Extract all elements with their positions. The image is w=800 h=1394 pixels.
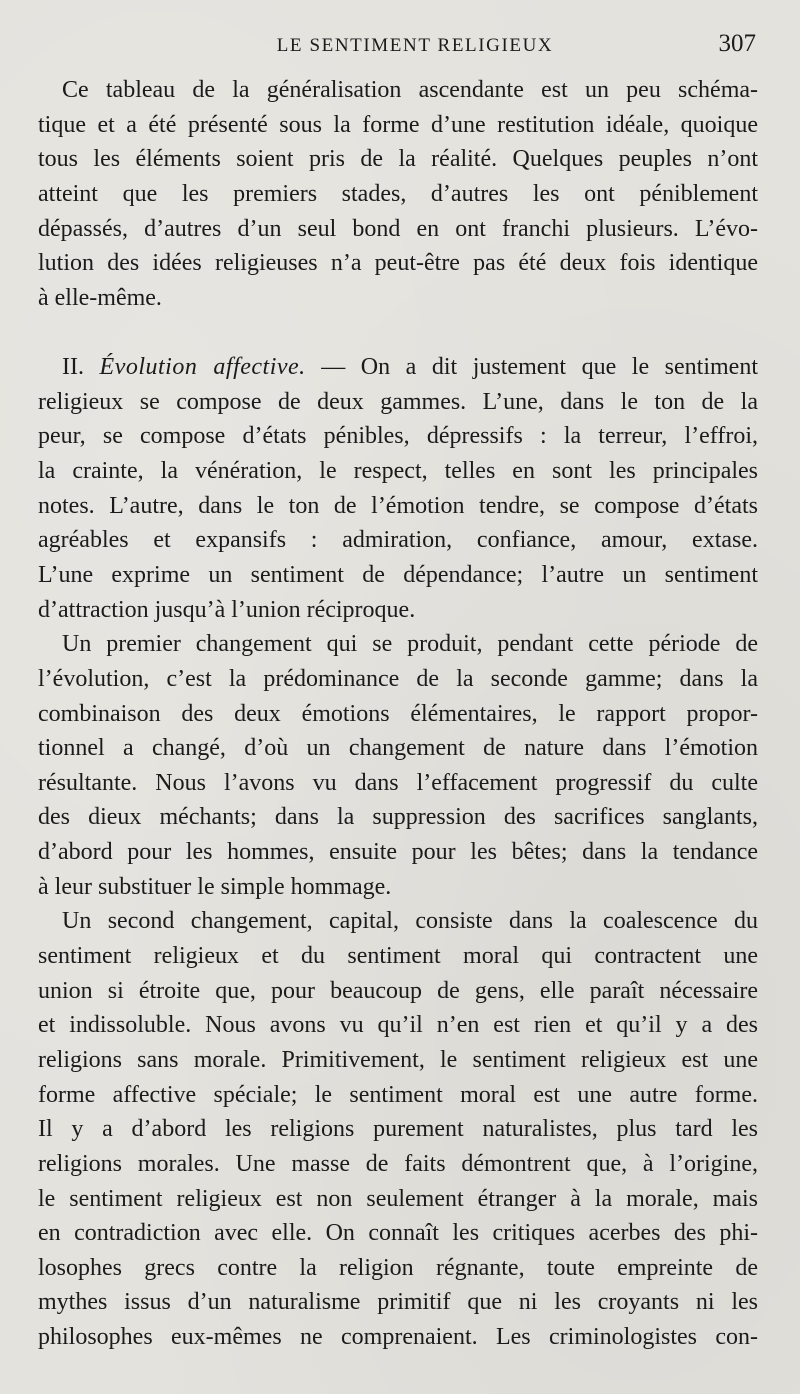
- text-line: religions sans morale. Primitivement, le sentiment religieux est une: [38, 1046, 758, 1073]
- section-break: [38, 315, 758, 350]
- text-line: et indissoluble. Nous avons vu qu’il n’en est rien et qu’il y a des: [38, 1012, 758, 1039]
- text-line: lution des idées religieuses n’a peut-être pas été deux fois identique: [38, 250, 758, 277]
- body-text: [38, 73, 758, 1355]
- page-header: [0, 30, 800, 70]
- text-line: religieux se compose de deux gammes. L’une, dans le ton de la: [38, 388, 758, 415]
- text-line: forme affective spéciale; le sentiment moral est une autre forme.: [38, 1081, 758, 1108]
- section-number: II.: [62, 354, 84, 381]
- text-line: notes. L’autre, dans le ton de l’émotion tendre, se compose d’états: [38, 492, 758, 519]
- text-line: d’abord pour les hommes, ensuite pour les bêtes; dans la tendance: [38, 839, 758, 866]
- text-line: à leur substituer le simple hommage.: [38, 873, 392, 900]
- text-line: l’évolution, c’est la prédominance de la seconde gamme; dans la: [38, 665, 758, 692]
- text-line: Ce tableau de la généralisation ascendante est un peu schéma-: [62, 77, 758, 103]
- text-line: tionnel a changé, d’où un changement de nature dans l’émotion: [38, 735, 758, 762]
- text-line: combinaison des deux émotions élémentaires, le rapport propor-: [38, 700, 758, 727]
- text-line: philosophes eux-mêmes ne comprenaient. Les criminologistes con-: [38, 1324, 758, 1351]
- text-line: Il y a d’abord les religions purement naturalistes, plus tard les: [38, 1116, 758, 1143]
- text-line: en contradiction avec elle. On connaît les critiques acerbes des phi-: [38, 1220, 758, 1247]
- text-line: Un premier changement qui se produit, pendant cette période de: [62, 631, 758, 658]
- text-line: L’une exprime un sentiment de dépendance; l’autre un sentiment: [38, 561, 758, 588]
- text-line: mythes issus d’un naturalisme primitif que ni les croyants ni les: [38, 1289, 758, 1316]
- text-line: losophes grecs contre la religion régnante, toute empreinte de: [38, 1254, 758, 1281]
- text-line: religions morales. Une masse de faits démontrent que, à l’origine,: [38, 1150, 758, 1177]
- page-number: 307: [718, 30, 756, 57]
- text-line: dépassés, d’autres d’un seul bond en ont franchi plusieurs. L’évo-: [38, 215, 758, 242]
- running-head: LE SENTIMENT RELIGIEUX: [276, 35, 554, 56]
- text-line: tique et a été présenté sous la forme d’une restitution idéale, quoique: [38, 111, 758, 138]
- text-line: union si étroite que, pour beaucoup de gens, elle paraît nécessaire: [38, 977, 758, 1004]
- text-line: tous les éléments soient pris de la réalité. Quelques peuples n’ont: [38, 146, 758, 173]
- section-title: Évolution affective.: [99, 354, 306, 381]
- text-line: des dieux méchants; dans la suppression des sacrifices sanglants,: [38, 804, 758, 831]
- section-lead-text: — On a dit justement que le sentiment: [321, 354, 758, 381]
- text-line: le sentiment religieux est non seulement étranger à la morale, mais: [38, 1185, 758, 1212]
- text-line: la crainte, la vénération, le respect, telles en sont les principales: [38, 458, 758, 485]
- text-line: peur, se compose d’états pénibles, dépressifs : la terreur, l’effroi,: [38, 423, 758, 450]
- text-line: agréables et expansifs : admiration, confiance, amour, extase.: [38, 527, 758, 554]
- text-line: sentiment religieux et du sentiment moral qui contractent une: [38, 943, 758, 970]
- text-line: résultante. Nous l’avons vu dans l’effacement progressif du culte: [38, 769, 758, 796]
- text-line: Un second changement, capital, consiste dans la coalescence du: [62, 908, 758, 935]
- text-line: à elle-même.: [38, 284, 162, 311]
- text-line: d’attraction jusqu’à l’union réciproque.: [38, 596, 416, 623]
- section-heading-line: [38, 350, 758, 385]
- text-line: atteint que les premiers stades, d’autres les ont péniblement: [38, 180, 758, 207]
